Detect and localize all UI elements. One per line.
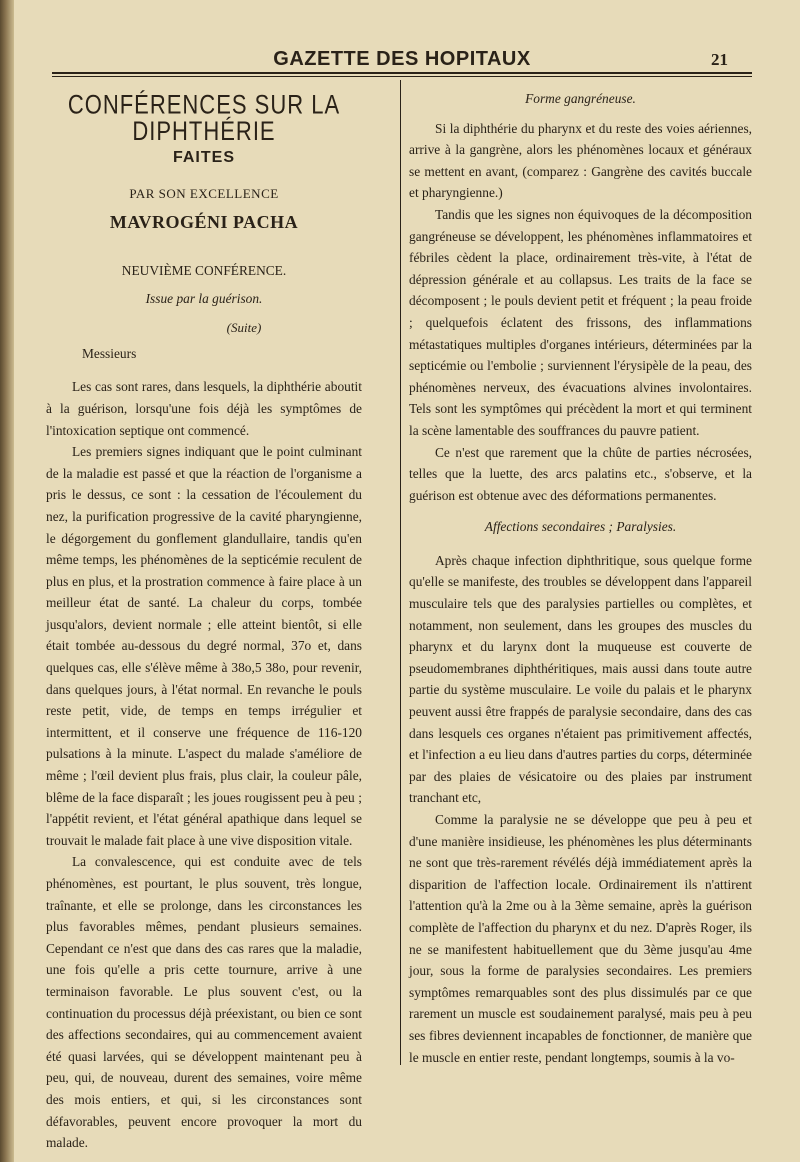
author-name: MAVROGÉNI PACHA [109, 212, 299, 233]
suite-note: (Suite) [226, 320, 262, 336]
paragraph: Les cas sont rares, dans lesquels, la diphthérie aboutit à la guérison, lorsqu'une fois déjà les symptômes de l'intoxication septique ont commencé. [46, 379, 362, 438]
faites-heading: FAITES [172, 149, 235, 167]
header-rule-thin [52, 76, 752, 77]
paragraph: Ce n'est que rarement que la chûte de parties nécrosées, telles que la luette, des arcs palatins etc., s'observe, et la guérison est obtenue avec des déformations permanentes. [409, 444, 752, 503]
issue-subtitle: Issue par la guérison. [145, 290, 263, 306]
right-column [409, 88, 752, 1068]
header-rule [52, 72, 752, 74]
salutation: Messieurs [82, 345, 137, 361]
journal-title: GAZETTE DES HOPITAUX [273, 48, 531, 70]
conference-number: NEUVIÈME CONFÉRENCE. [121, 262, 287, 278]
column-divider [400, 80, 401, 1065]
book-binding-edge [0, 0, 14, 1162]
par-line: PAR SON EXCELLENCE [129, 185, 279, 201]
page-number: 21 [711, 50, 728, 69]
paragraph: Si la diphthérie du pharynx et du reste des voies aériennes, arrive à la gangrène, alors les phénomènes locaux et généraux se mettent en avant, (comparez : Gangrène des cavités buccale et pharyngienne.) [409, 120, 752, 201]
paragraph: La convalescence, qui est conduite avec de tels phénomènes, est pourtant, le plus souvent, très longue, traînante, et elle se prolonge, dans les circonstances les plus favorables mêmes, pendant plusieurs semaines. Cependant ce n'est que dans des cas rares que la maladie, une fois qu'elle a pris cette tournure, arrive à une terminaison favorable. Le plus souvent c'est, ou la continuation du processus déjà préexistant, ou bien ce sont des affections secondaires, qui au commencement avaient été quasi larvées, qui se développent maintenant peu à peu, qui, de nouveau, durent des semaines, voire même des mois entiers, et qui, si les circonstances sont défavorables, peuvent encore provoquer la mort du malade. [46, 854, 362, 1151]
paragraph: Tandis que les signes non équivoques de la décomposition gangréneuse se développent, les phénomènes inflammatoires et fébriles cèdent la place, ordinairement très-vite, à l'état de dépression générale et au collapsus. Les traits de la face se décomposent ; le pouls devient petit et fréquent ; la peau froide ; quelquefois éclatent des frissons, des inflammations métastatiques multiples d'organes intérieurs, déterminées par la septicémie ou l'embolie ; surviennent l'érysipèle de la peau, des phénomènes nerveux, des évacuations alvines involontaires. Tels sont les symptômes qui précèdent la mort et qui terminent la scène lamentable des souffrances du pauvre patient. [409, 206, 752, 438]
paragraph: Après chaque infection diphthritique, sous quelque forme qu'elle se manifeste, des troubles se développent dans l'appareil musculaire tels que des paralysies partielles ou complètes, et notamment, non seulement, dans les groupes des muscles du pharynx et du larynx dont la muqueuse est couverte de pseudomembranes diphthéritiques, mais aussi dans toute autre partie du système musculaire. Le voile du palais et le pharynx peuvent aussi être frappés de paralysie secondaire, dans des cas dans lesquels ces organes n'étaient pas primitivement affectés, et l'infection a eu lieu dans d'autres parties du corps, déterminée par des plaies de vésicatoire ou des plaies par instrument tranchant etc, [409, 552, 752, 806]
paragraph: Les premiers signes indiquant que le point culminant de la maladie est passé et que la réaction de l'organisme a pris le dessus, ce sont : la cessation de l'écoulement du nez, la purification progressive de la cavité pharyngienne, le dégorgement du gonflement glandullaire, tandis qu'en même temps, les phénomènes de la septicémie reculent de plus en plus, et la prostration commence à faire place à un meilleur état de santé. La chaleur du corps, tombée jusqu'alors, devient normale ; elle atteint bientôt, si elle était tombée au-dessous du degré normal, 37o et, dans quelques cas, elle s'élève même à 38o,5 38o, pour revenir, dans quelques jours, à l'état normal. En revanche le pouls reste petit, vide, de temps en temps irrégulier et intermittent, et il conserve une fréquence de 116-120 pulsations à la minute. L'aspect du malade s'améliore de même ; l'œil devient plus frais, plus clair, la couleur pâle, blême de la face disparaît ; les joues rougissent peu à peu ; l'appétit revient, et l'état général apathique dans lequel se trouvait le malade fait place à une vive disposition vitale. [46, 444, 362, 848]
section-title-gangrene: Forme gangréneuse. [525, 91, 636, 106]
paragraph: Comme la paralysie ne se développe que peu à peu et d'une manière insidieuse, les phénomènes les plus déterminants ne sont que très-rarement révélés déjà immédiatement après la disparition de l'affection locale. Ordinairement ils n'attirent l'attention qu'à la 2me ou à la 3ème semaine, après la guérison complète de l'affection du pharynx et du nez. D'après Roger, ils ne se manifestent habituellement que du 3ème jusqu'au 4me jour, sous la forme de paralysies secondaires. Les premiers symptômes remarquables sont des plus dissimulés par ce que rarement un muscle est soudainement paralysé, mais peu à peu ses fibres deviennent incapables de fonctionner, de manière que le muscle en entier reste, pendant longtemps, soumis à la vo- [409, 812, 752, 1065]
page-header [52, 42, 752, 78]
section-title-paralysies: Affections secondaires ; Paralysies. [484, 519, 677, 535]
left-column [46, 88, 362, 1154]
conference-title: CONFÉRENCES SUR LA DIPHTHÉRIE [67, 89, 341, 146]
